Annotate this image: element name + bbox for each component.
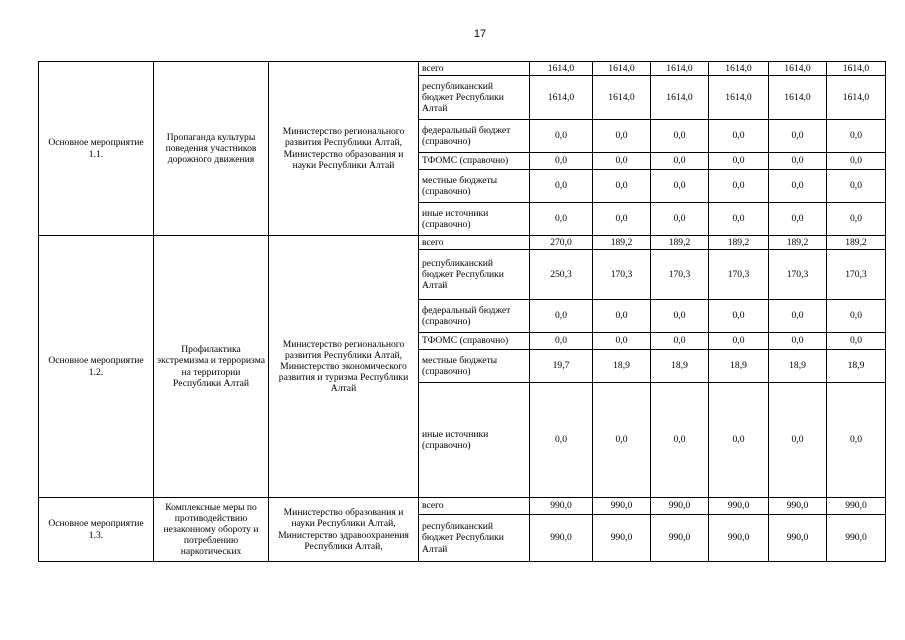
funding-value: 0,0 bbox=[827, 300, 886, 333]
funding-value: 0,0 bbox=[709, 153, 769, 170]
funding-value: 270,0 bbox=[530, 236, 593, 250]
funding-value: 18,9 bbox=[709, 350, 769, 383]
funding-value: 0,0 bbox=[769, 170, 827, 203]
funding-value: 0,0 bbox=[651, 153, 709, 170]
funding-value: 1614,0 bbox=[769, 62, 827, 76]
funding-value: 0,0 bbox=[651, 203, 709, 236]
funding-value: 0,0 bbox=[530, 383, 593, 498]
funding-value: 990,0 bbox=[709, 515, 769, 562]
activity-name: Профилактика экстремизма и терроризма на территории Республики Алтай bbox=[154, 236, 269, 498]
funding-value: 189,2 bbox=[593, 236, 651, 250]
funding-value: 0,0 bbox=[709, 383, 769, 498]
activity-code: Основное мероприятие 1.3. bbox=[39, 498, 154, 562]
funding-value: 0,0 bbox=[769, 333, 827, 350]
funding-value: 1614,0 bbox=[827, 62, 886, 76]
funding-value: 990,0 bbox=[827, 498, 886, 515]
funding-value: 0,0 bbox=[709, 203, 769, 236]
funding-source: федеральный бюджет (справочно) bbox=[419, 120, 530, 153]
funding-value: 0,0 bbox=[530, 300, 593, 333]
funding-source: федеральный бюджет (справочно) bbox=[419, 300, 530, 333]
funding-value: 170,3 bbox=[709, 250, 769, 300]
funding-value: 0,0 bbox=[530, 203, 593, 236]
funding-value: 250,3 bbox=[530, 250, 593, 300]
funding-value: 990,0 bbox=[827, 515, 886, 562]
funding-value: 0,0 bbox=[827, 120, 886, 153]
funding-value: 0,0 bbox=[827, 170, 886, 203]
funding-value: 0,0 bbox=[530, 120, 593, 153]
funding-value: 0,0 bbox=[651, 383, 709, 498]
funding-value: 990,0 bbox=[651, 515, 709, 562]
funding-value: 1614,0 bbox=[827, 76, 886, 120]
funding-source: иные источники (справочно) bbox=[419, 203, 530, 236]
funding-value: 0,0 bbox=[593, 333, 651, 350]
funding-value: 18,9 bbox=[651, 350, 709, 383]
funding-value: 18,9 bbox=[593, 350, 651, 383]
activity-code: Основное мероприятие 1.1. bbox=[39, 62, 154, 236]
funding-value: 1614,0 bbox=[709, 76, 769, 120]
funding-value: 0,0 bbox=[593, 203, 651, 236]
funding-value: 0,0 bbox=[530, 153, 593, 170]
funding-value: 990,0 bbox=[651, 498, 709, 515]
funding-value: 170,3 bbox=[827, 250, 886, 300]
funding-source: республиканский бюджет Республики Алтай bbox=[419, 515, 530, 562]
funding-value: 1614,0 bbox=[709, 62, 769, 76]
funding-value: 990,0 bbox=[593, 498, 651, 515]
funding-value: 0,0 bbox=[593, 383, 651, 498]
funding-value: 0,0 bbox=[651, 120, 709, 153]
funding-value: 0,0 bbox=[769, 300, 827, 333]
funding-source: республиканский бюджет Республики Алтай bbox=[419, 76, 530, 120]
funding-value: 0,0 bbox=[709, 333, 769, 350]
funding-source: иные источники (справочно) bbox=[419, 383, 530, 498]
funding-value: 189,2 bbox=[709, 236, 769, 250]
funding-value: 1614,0 bbox=[593, 76, 651, 120]
funding-value: 189,2 bbox=[651, 236, 709, 250]
funding-value: 170,3 bbox=[769, 250, 827, 300]
funding-value: 990,0 bbox=[530, 515, 593, 562]
table-row bbox=[39, 62, 886, 76]
table-row bbox=[39, 236, 886, 250]
funding-value: 1614,0 bbox=[651, 76, 709, 120]
funding-table bbox=[38, 61, 886, 562]
funding-value: 0,0 bbox=[651, 333, 709, 350]
activity-executor: Министерство образования и науки Республики Алтай, Министерство здравоохранения Республики Алтай, bbox=[269, 498, 419, 562]
funding-value: 0,0 bbox=[827, 203, 886, 236]
table-row bbox=[39, 498, 886, 515]
funding-value: 0,0 bbox=[530, 170, 593, 203]
activity-executor: Министерство регионального развития Республики Алтай, Министерство экономического развития и туризма Республики Алтай bbox=[269, 236, 419, 498]
funding-value: 0,0 bbox=[769, 120, 827, 153]
activity-executor: Министерство регионального развития Республики Алтай, Министерство образования и науки Республики Алтай bbox=[269, 62, 419, 236]
page-number: 17 bbox=[473, 28, 487, 40]
funding-value: 990,0 bbox=[709, 498, 769, 515]
funding-source: всего bbox=[419, 62, 530, 76]
funding-value: 990,0 bbox=[769, 515, 827, 562]
funding-value: 0,0 bbox=[769, 383, 827, 498]
funding-value: 170,3 bbox=[651, 250, 709, 300]
funding-value: 0,0 bbox=[593, 120, 651, 153]
funding-value: 0,0 bbox=[709, 300, 769, 333]
funding-value: 0,0 bbox=[769, 153, 827, 170]
funding-source: республиканский бюджет Республики Алтай bbox=[419, 250, 530, 300]
funding-value: 0,0 bbox=[827, 383, 886, 498]
funding-value: 0,0 bbox=[593, 170, 651, 203]
funding-value: 1614,0 bbox=[593, 62, 651, 76]
funding-value: 170,3 bbox=[593, 250, 651, 300]
funding-source: ТФОМС (справочно) bbox=[419, 333, 530, 350]
funding-value: 1614,0 bbox=[530, 62, 593, 76]
activity-code: Основное мероприятие 1.2. bbox=[39, 236, 154, 498]
funding-value: 18,9 bbox=[769, 350, 827, 383]
funding-source: всего bbox=[419, 236, 530, 250]
funding-value: 19,7 bbox=[530, 350, 593, 383]
funding-value: 189,2 bbox=[827, 236, 886, 250]
funding-source: местные бюджеты (справочно) bbox=[419, 350, 530, 383]
activity-name: Комплексные меры по противодействию незаконному обороту и потреблению наркотических bbox=[154, 498, 269, 562]
funding-value: 0,0 bbox=[593, 153, 651, 170]
funding-value: 0,0 bbox=[827, 153, 886, 170]
funding-value: 18,9 bbox=[827, 350, 886, 383]
funding-value: 189,2 bbox=[769, 236, 827, 250]
funding-value: 0,0 bbox=[709, 170, 769, 203]
funding-value: 0,0 bbox=[593, 300, 651, 333]
funding-value: 0,0 bbox=[769, 203, 827, 236]
funding-value: 0,0 bbox=[709, 120, 769, 153]
funding-value: 0,0 bbox=[651, 170, 709, 203]
funding-value: 0,0 bbox=[530, 333, 593, 350]
funding-source: всего bbox=[419, 498, 530, 515]
funding-value: 990,0 bbox=[769, 498, 827, 515]
funding-source: ТФОМС (справочно) bbox=[419, 153, 530, 170]
funding-value: 1614,0 bbox=[769, 76, 827, 120]
funding-source: местные бюджеты (справочно) bbox=[419, 170, 530, 203]
funding-value: 990,0 bbox=[593, 515, 651, 562]
funding-value: 1614,0 bbox=[530, 76, 593, 120]
funding-value: 0,0 bbox=[827, 333, 886, 350]
activity-name: Пропаганда культуры поведения участников дорожного движения bbox=[154, 62, 269, 236]
funding-value: 1614,0 bbox=[651, 62, 709, 76]
funding-value: 0,0 bbox=[651, 300, 709, 333]
funding-value: 990,0 bbox=[530, 498, 593, 515]
